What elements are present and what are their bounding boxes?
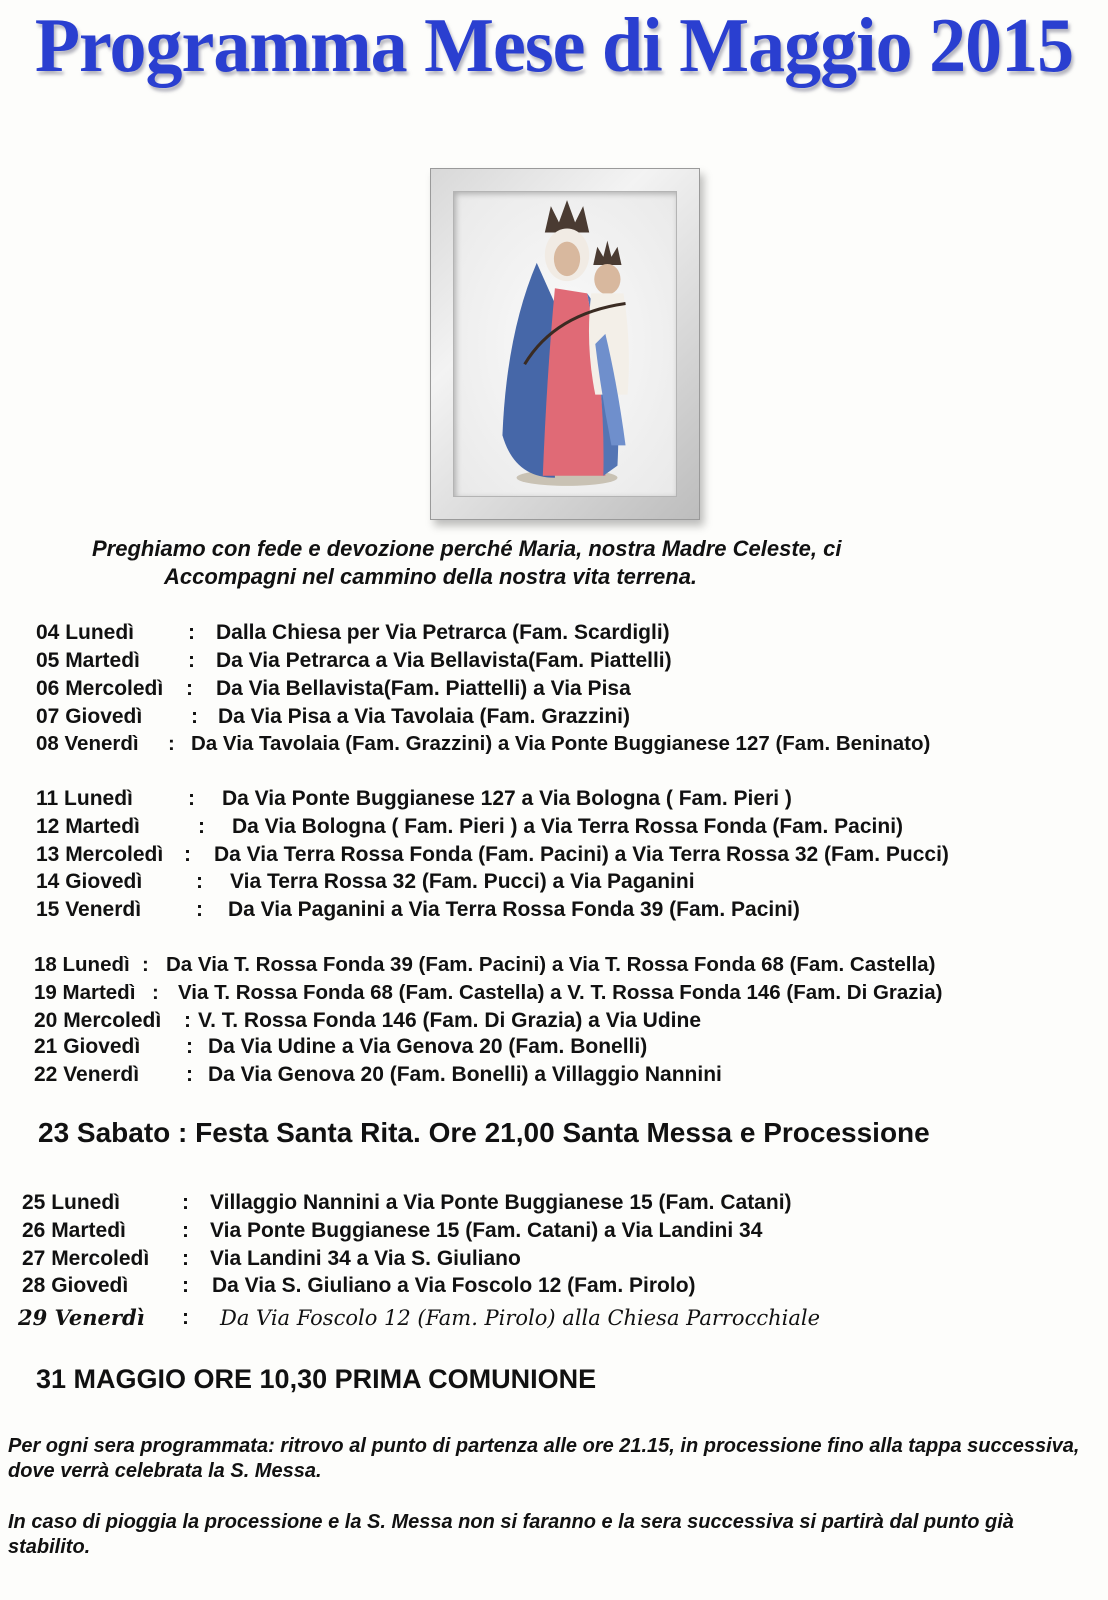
schedule-desc: Dalla Chiesa per Via Petrarca (Fam. Scardigli)	[216, 621, 670, 644]
schedule-day: 29 Venerdì	[18, 1305, 145, 1330]
schedule-desc: Da Via Terra Rossa Fonda (Fam. Pacini) a Via Terra Rossa 32 (Fam. Pucci)	[214, 843, 949, 866]
schedule-desc: Via Landini 34 a Via S. Giuliano	[210, 1247, 521, 1270]
schedule-desc: Via Terra Rossa 32 (Fam. Pucci) a Via Paganini	[230, 870, 695, 893]
schedule-sep: :	[186, 1063, 193, 1086]
intro-text	[40, 535, 1070, 591]
schedule-sep: :	[182, 1219, 189, 1242]
schedule-sep: :	[184, 1009, 191, 1032]
schedule-sep: :	[196, 898, 203, 921]
schedule-desc: Da Via Udine a Via Genova 20 (Fam. Bonelli)	[208, 1035, 648, 1058]
schedule-day: 12 Martedì	[36, 815, 140, 838]
schedule-sep: :	[184, 843, 191, 866]
madonna-statue-icon	[453, 191, 677, 497]
schedule-desc: Da Via Bologna ( Fam. Pieri ) a Via Terra Rossa Fonda (Fam. Pacini)	[232, 815, 904, 838]
schedule-desc: Da Via T. Rossa Fonda 39 (Fam. Pacini) a Via T. Rossa Fonda 68 (Fam. Castella)	[166, 953, 936, 976]
schedule-sep: :	[188, 621, 195, 644]
schedule-desc: Villaggio Nannini a Via Ponte Buggianese 15 (Fam. Catani)	[210, 1191, 792, 1214]
schedule-sep: :	[142, 953, 149, 976]
schedule-sep: :	[182, 1191, 189, 1214]
schedule-day: 04 Lunedì	[36, 621, 135, 644]
note-pioggia: In caso di pioggia la processione e la S. Messa non si faranno e la sera successiva si partirà dal punto già stabilito.	[8, 1511, 1014, 1558]
schedule-day: 13 Mercoledì	[36, 843, 164, 866]
schedule-day: 05 Martedì	[36, 649, 140, 672]
festa-santa-rita: 23 Sabato : Festa Santa Rita. Ore 21,00 Santa Messa e Processione	[38, 1117, 930, 1148]
schedule-day: 18 Lunedì	[34, 953, 130, 976]
schedule-day: 28 Giovedì	[22, 1274, 129, 1297]
schedule-sep: :	[188, 787, 195, 810]
schedule-day: 14 Giovedì	[36, 870, 143, 893]
madonna-picture-frame	[430, 168, 700, 520]
schedule-day: 21 Giovedì	[34, 1035, 141, 1058]
schedule-day: 27 Mercoledì	[22, 1247, 150, 1270]
schedule-day: 11 Lunedì	[36, 787, 133, 810]
schedule-desc: Da Via Paganini a Via Terra Rossa Fonda 39 (Fam. Pacini)	[228, 898, 800, 921]
schedule-sep: :	[188, 649, 195, 672]
schedule-desc: Da Via Foscolo 12 (Fam. Pirolo) alla Chiesa Parrocchiale	[220, 1306, 821, 1330]
schedule-desc: Da Via Tavolaia (Fam. Grazzini) a Via Ponte Buggianese 127 (Fam. Beninato)	[191, 732, 931, 755]
schedule-sep: :	[198, 815, 205, 838]
schedule-desc: Da Via Petrarca a Via Bellavista(Fam. Piattelli)	[216, 649, 672, 672]
schedule-day: 19 Martedì	[34, 981, 136, 1004]
schedule-desc: Da Via Pisa a Via Tavolaia (Fam. Grazzini)	[218, 705, 631, 728]
schedule-sep: :	[182, 1306, 189, 1329]
schedule-desc: V. T. Rossa Fonda 146 (Fam. Di Grazia) a Via Udine	[198, 1009, 702, 1032]
schedule-day: 26 Martedì	[22, 1219, 126, 1242]
page-title: Programma Mese di Maggio 2015	[34, 2, 1074, 90]
schedule-desc: Da Via Genova 20 (Fam. Bonelli) a Villaggio Nannini	[208, 1063, 722, 1086]
schedule-day: 22 Venerdì	[34, 1063, 140, 1086]
schedule-desc: Da Via Ponte Buggianese 127 a Via Bologna ( Fam. Pieri )	[222, 787, 792, 810]
intro-line-1: Preghiamo con fede e devozione perché Maria, nostra Madre Celeste, ci	[92, 536, 842, 561]
schedule-sep: :	[182, 1247, 189, 1270]
schedule-sep: :	[168, 732, 175, 755]
schedule-sep: :	[182, 1274, 189, 1297]
intro-line-2: Accompagni nel cammino della nostra vita terrena.	[164, 564, 698, 589]
schedule-day: 07 Giovedì	[36, 705, 143, 728]
schedule-day: 08 Venerdì	[36, 732, 139, 755]
schedule-desc: Via T. Rossa Fonda 68 (Fam. Castella) a V. T. Rossa Fonda 146 (Fam. Di Grazia)	[178, 981, 943, 1004]
schedule-sep: :	[191, 705, 198, 728]
schedule-day: 20 Mercoledì	[34, 1009, 162, 1032]
schedule-day: 15 Venerdì	[36, 898, 142, 921]
note-processione: Per ogni sera programmata: ritrovo al punto di partenza alle ore 21.15, in processione fino alla tappa successiva, dove verrà celebrata la S. Messa.	[8, 1435, 1080, 1482]
schedule-desc: Via Ponte Buggianese 15 (Fam. Catani) a Via Landini 34	[210, 1219, 763, 1242]
schedule-desc: Da Via S. Giuliano a Via Foscolo 12 (Fam. Pirolo)	[212, 1274, 696, 1297]
schedule-sep: :	[196, 870, 203, 893]
schedule-sep: :	[186, 1035, 193, 1058]
schedule-desc: Da Via Bellavista(Fam. Piattelli) a Via Pisa	[216, 677, 631, 700]
schedule-day: 06 Mercoledì	[36, 677, 164, 700]
schedule-day: 25 Lunedì	[22, 1191, 121, 1214]
schedule-sep: :	[186, 677, 193, 700]
prima-comunione: 31 MAGGIO ORE 10,30 PRIMA COMUNIONE	[36, 1364, 597, 1394]
schedule-sep: :	[152, 981, 159, 1004]
